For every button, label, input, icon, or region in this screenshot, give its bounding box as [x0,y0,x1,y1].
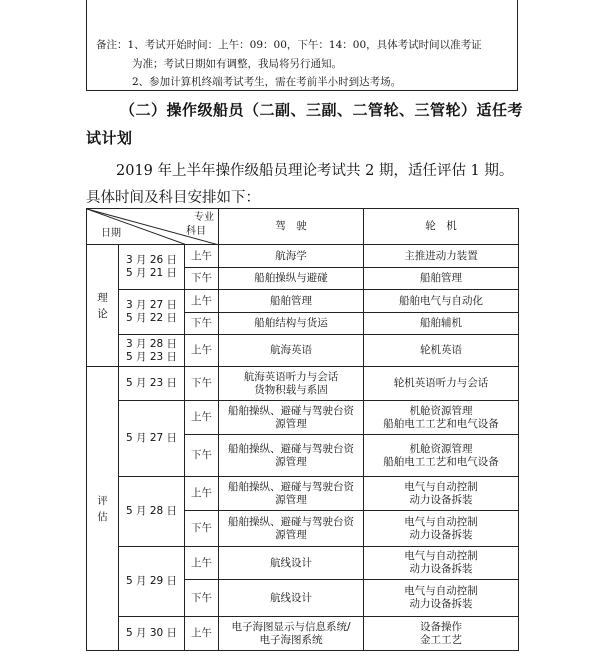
deck-subject-text: 船舶操纵、避碰与驾驶台资 [228,515,354,528]
date-text-2: 5 月 22 日 [125,312,178,324]
period-cell: 上午 [185,547,219,580]
deck-subject-cell [219,435,364,477]
deck-subject-cell [219,511,364,547]
engine-subject-text-2: 动力设备拆装 [409,598,473,610]
date-cell: 5 月 28 日 [119,477,185,547]
date-cell [119,290,185,335]
period-cell: 下午 [185,435,219,477]
deck-subject-text: 电子海图显示与信息系统/ [231,620,351,633]
date-cell [119,335,185,367]
deck-subject-text-2: 源管理 [275,528,307,541]
deck-subject-cell: 航海学 [219,245,364,268]
period-cell: 上午 [185,290,219,313]
date-cell: 5 月 23 日 [119,367,185,401]
period-cell: 上午 [185,245,219,268]
deck-subject-cell: 航海英语 [219,335,364,367]
engine-subject-text: 电气与自动控制 [404,550,478,562]
engine-subject-text: 电气与自动控制 [404,480,478,493]
engine-subject-cell [364,511,519,547]
deck-subject-cell [219,617,364,651]
table-header-row [87,209,519,245]
deck-subject-text-2: 货物积载与系固 [254,383,328,396]
period-cell: 上午 [185,401,219,435]
engine-subject-cell [364,617,519,651]
exam-schedule-table [86,208,519,651]
deck-subject-cell: 船舶管理 [219,290,364,313]
column-header-engine: 轮 机 [364,209,519,245]
date-text-2: 5 月 23 日 [125,350,178,363]
date-cell: 5 月 27 日 [119,401,185,477]
engine-subject-cell: 主推进动力装置 [364,245,519,268]
period-cell: 下午 [185,268,219,290]
deck-subject-cell: 船舶结构与货运 [219,313,364,335]
engine-subject-text: 设备操作 [420,620,462,633]
period-cell: 下午 [185,511,219,547]
period-cell: 下午 [185,367,219,401]
deck-subject-text-2: 源管理 [275,493,307,506]
engine-subject-cell [364,435,519,477]
header-corner-cell [87,209,219,245]
engine-subject-text-2: 动力设备拆装 [409,493,473,506]
deck-subject-cell [219,401,364,435]
deck-subject-text: 船舶操纵、避碰与驾驶台资 [228,442,354,455]
engine-subject-cell [364,547,519,580]
table-row [87,477,519,511]
date-text: 3 月 27 日 [125,299,178,311]
period-cell: 上午 [185,617,219,651]
corner-date-label: 日期 [101,228,121,239]
deck-subject-text: 船舶操纵、避碰与驾驶台资 [228,480,354,493]
period-cell: 下午 [185,313,219,335]
deck-subject-cell [219,477,364,511]
engine-subject-text: 机舱资源管理 [409,442,473,455]
note-line-2: 为准；考试日期如有调整，我局将另行通知。 [132,58,342,70]
engine-subject-cell: 船舶辅机 [364,313,519,335]
engine-subject-text-2: 船舶电工工艺和电气设备 [383,417,499,430]
table-row [87,401,519,435]
engine-subject-cell: 轮机英语 [364,335,519,367]
corner-subject-label: 科目 [186,226,206,237]
note-line-3: 2、参加计算机终端考试考生，需在考前半小时到达考场。 [132,76,402,88]
group-theory [87,245,119,367]
engine-subject-cell: 船舶管理 [364,268,519,290]
engine-subject-text: 电气与自动控制 [404,515,478,528]
date-text: 3 月 26 日 [125,254,178,266]
date-text-2: 5 月 21 日 [125,267,178,279]
engine-subject-text-2: 动力设备拆装 [409,563,473,575]
date-cell [119,245,185,290]
table-row [87,617,519,651]
date-cell: 5 月 29 日 [119,547,185,617]
table-row [87,245,519,268]
engine-subject-cell: 船舶电气与自动化 [364,290,519,313]
deck-subject-text: 船舶操纵、避碰与驾驶台资 [228,404,354,417]
table-row [87,547,519,580]
column-header-deck: 驾 驶 [219,209,364,245]
engine-subject-text-2: 船舶电工工艺和电气设备 [383,455,499,468]
section-heading-line-1: （二）操作级船员（二副、三副、二管轮、三管轮）适任考 [120,101,524,119]
date-text: 3 月 28 日 [125,337,178,350]
deck-subject-cell [219,367,364,401]
period-cell: 下午 [185,580,219,617]
table-row [87,290,519,313]
engine-subject-text-2: 金工工艺 [420,633,462,646]
corner-major-label: 专业 [194,212,214,223]
deck-subject-text-2: 源管理 [275,455,307,468]
section-paragraph-line-1: 2019 年上半年操作级船员理论考试共 2 期，适任评估 1 期。 [116,163,514,179]
engine-subject-text: 机舱资源管理 [409,404,473,417]
deck-subject-cell: 航线设计 [219,547,364,580]
group-label-theory: 理论 [97,291,108,320]
engine-subject-cell [364,580,519,617]
deck-subject-cell: 船舶操纵与避碰 [219,268,364,290]
engine-subject-cell [364,477,519,511]
engine-subject-cell [364,401,519,435]
group-assessment [87,367,119,651]
table-row [87,367,519,401]
period-cell: 上午 [185,477,219,511]
deck-subject-cell: 航线设计 [219,580,364,617]
table-row [87,335,519,367]
note-line-1: 备注：1、考试开始时间：上午：09：00，下午：14：00，具体考试时间以准考证 [96,39,482,51]
date-cell: 5 月 30 日 [119,617,185,651]
period-cell: 上午 [185,335,219,367]
section-paragraph-line-2: 具体时间及科目安排如下： [86,190,260,206]
engine-subject-text: 电气与自动控制 [404,585,478,597]
engine-subject-text-2: 动力设备拆装 [409,528,473,541]
deck-subject-text-2: 电子海图系统 [259,633,323,646]
deck-subject-text-2: 源管理 [275,417,307,430]
engine-subject-cell: 轮机英语听力与会话 [364,367,519,401]
deck-subject-text: 航海英语听力与会话 [243,370,339,383]
section-heading-line-2: 试计划 [86,129,133,147]
group-label-assessment: 评估 [97,494,108,523]
